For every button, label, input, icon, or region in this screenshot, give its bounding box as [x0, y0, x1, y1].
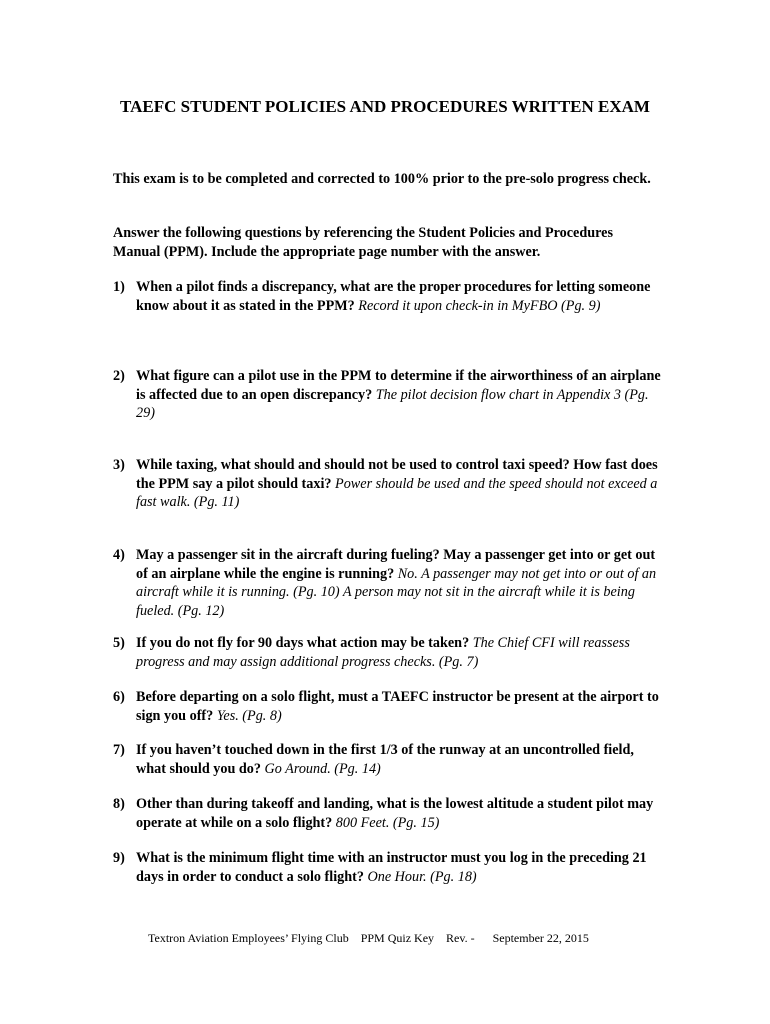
instructions-paragraph: Answer the following questions by referencing the Student Policies and Procedures Manual (PPM). Include the appropriate page number with the answer. [113, 225, 613, 260]
question-number: 2) [113, 368, 125, 384]
question-number: 3) [113, 457, 125, 473]
question-text: Other than during takeoff and landing, what is the lowest altitude a student pilot may operate at while on a solo flight? [136, 796, 654, 831]
page-title: TAEFC STUDENT POLICIES AND PROCEDURES WRITTEN EXAM [120, 97, 650, 116]
intro-paragraph: This exam is to be completed and corrected to 100% prior to the pre-solo progress check. [113, 171, 651, 187]
question-text: What figure can a pilot use in the PPM to determine if the airworthiness of an airplane is affected due to an open discrepancy? [136, 368, 661, 403]
answer-text: One Hour. (Pg. 18) [367, 868, 477, 885]
answer-text: 800 Feet. (Pg. 15) [335, 814, 440, 831]
question-text: May a passenger sit in the aircraft during fueling? May a passenger get into or get out of an airplane while the engine is running? [136, 547, 656, 582]
answer-text: Record it upon check-in in MyFBO (Pg. 9) [358, 297, 601, 314]
question-text: If you do not fly for 90 days what action may be taken? [136, 635, 470, 651]
question-item [113, 456, 661, 512]
footer-doc: PPM Quiz Key [360, 931, 435, 945]
answer-text: Yes. (Pg. 8) [216, 707, 282, 724]
question-number: 5) [113, 635, 125, 651]
question-item [113, 795, 661, 832]
page-footer [148, 930, 589, 946]
question-text: When a pilot finds a discrepancy, what are the proper procedures for letting someone know about it as stated in the PPM? [136, 279, 651, 314]
footer-date: September 22, 2015 [492, 931, 589, 945]
question-item [113, 688, 661, 725]
question-item [113, 634, 661, 671]
question-item [113, 367, 661, 423]
answer-text: Power should be used and the speed should not exceed a fast walk. (Pg. 11) [136, 475, 658, 510]
question-number: 4) [113, 547, 125, 563]
question-item [113, 546, 661, 620]
question-item [113, 741, 661, 778]
footer-org: Textron Aviation Employees’ Flying Club [148, 931, 349, 945]
question-number: 1) [113, 279, 125, 295]
answer-text: No. A passenger may not get into or out of an aircraft while it is running. (Pg. 10) A person may not sit in the aircraft while it is being fueled. (Pg. 12) [136, 565, 657, 619]
question-text: Before departing on a solo flight, must a TAEFC instructor be present at the airport to sign you off? [136, 689, 659, 724]
question-number: 6) [113, 689, 125, 705]
question-text: While taxing, what should and should not be used to control taxi speed? How fast does the PPM say a pilot should taxi? [136, 457, 658, 492]
answer-text: Go Around. (Pg. 14) [264, 760, 381, 777]
question-number: 8) [113, 796, 125, 812]
answer-text: The Chief CFI will reassess progress and may assign additional progress checks. (Pg. 7) [136, 635, 630, 670]
footer-rev: Rev. - [446, 931, 475, 945]
question-text: If you haven’t touched down in the first 1/3 of the runway at an uncontrolled field, what should you do? [136, 742, 634, 777]
question-number: 9) [113, 850, 125, 866]
answer-text: The pilot decision flow chart in Appendix 3 (Pg. 29) [136, 386, 649, 421]
question-number: 7) [113, 742, 125, 758]
question-text: What is the minimum flight time with an instructor must you log in the preceding 21 days in order to conduct a solo flight? [136, 850, 647, 885]
question-item [113, 278, 661, 315]
question-item [113, 849, 661, 886]
